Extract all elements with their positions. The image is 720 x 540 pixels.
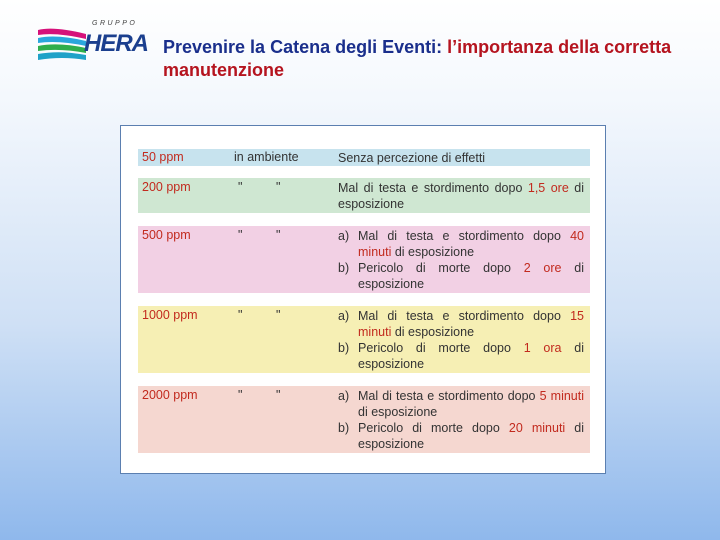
exposure-time: 15 minuti [358,309,584,339]
effect-item-a [338,388,584,420]
effect-text: di esposizione [391,325,475,339]
exposure-time: 40 minuti [358,229,584,259]
table-row [138,226,590,293]
ppm-value: 200 ppm [142,180,191,194]
item-label: b) [338,421,350,435]
exposure-time: 5 minuti [539,389,584,403]
ppm-value: 1000 ppm [142,308,198,322]
effect-item-a [338,228,584,260]
ditto-mark: " [238,180,243,194]
ditto-mark: " [276,180,281,194]
item-label: a) [338,229,350,243]
logo-hera-text: HERA [84,30,149,57]
page-title [163,36,703,82]
ditto-mark: " [238,388,243,402]
effect-description [338,308,584,372]
effect-text: di esposizione [358,421,584,451]
effect-text: Pericolo di morte dopo [358,421,509,435]
item-label: b) [338,341,350,355]
table-row [138,178,590,213]
effect-text: di esposizione [338,181,584,211]
hera-logo [36,20,149,66]
effect-description [338,228,584,292]
effect-item-b [338,340,584,372]
logo-gruppo-text: GRUPPO [92,20,138,27]
item-label: a) [338,309,350,323]
title-part-1: Prevenire la Catena degli Eventi: [163,37,448,57]
effect-text: Mal di testa e stordimento dopo [338,181,528,195]
exposure-time: 2 ore [523,261,562,275]
table-row [138,306,590,373]
ambient-label: in ambiente [234,150,299,164]
effect-description [338,180,584,212]
item-label: b) [338,261,350,275]
ditto-mark: " [276,388,281,402]
effect-item-b [338,260,584,292]
effect-text: di esposizione [358,405,438,419]
exposure-table [120,125,606,474]
effect-description: Senza percezione di effetti [338,151,486,165]
effect-item-b [338,420,584,452]
effect-text: Mal di testa e stordimento dopo [358,309,571,323]
exposure-time: 20 minuti [508,421,566,435]
effect-description [338,388,584,452]
effect-text: di esposizione [391,245,475,259]
effect-text: di esposizione [358,261,585,291]
ppm-value: 2000 ppm [142,388,198,402]
effect-item-a [338,308,584,340]
table-row [138,149,590,166]
effect-text: Pericolo di morte dopo [358,341,524,355]
ditto-mark: " [238,308,243,322]
title-part-2: l’importanza della corretta manutenzione [163,37,672,80]
ditto-mark: " [238,228,243,242]
ditto-mark: " [276,228,281,242]
effect-text: Pericolo di morte dopo [358,261,524,275]
effect-text: di esposizione [358,341,585,371]
ppm-value: 50 ppm [142,150,184,164]
item-label: a) [338,389,350,403]
effect-text: Mal di testa e stordimento dopo [358,389,540,403]
hera-waves-icon [36,26,88,66]
exposure-time: 1,5 ore [527,181,569,195]
ditto-mark: " [276,308,281,322]
ppm-value: 500 ppm [142,228,191,242]
effect-text: Mal di testa e stordimento dopo [358,229,571,243]
exposure-time: 1 ora [523,341,562,355]
table-row [138,386,590,453]
